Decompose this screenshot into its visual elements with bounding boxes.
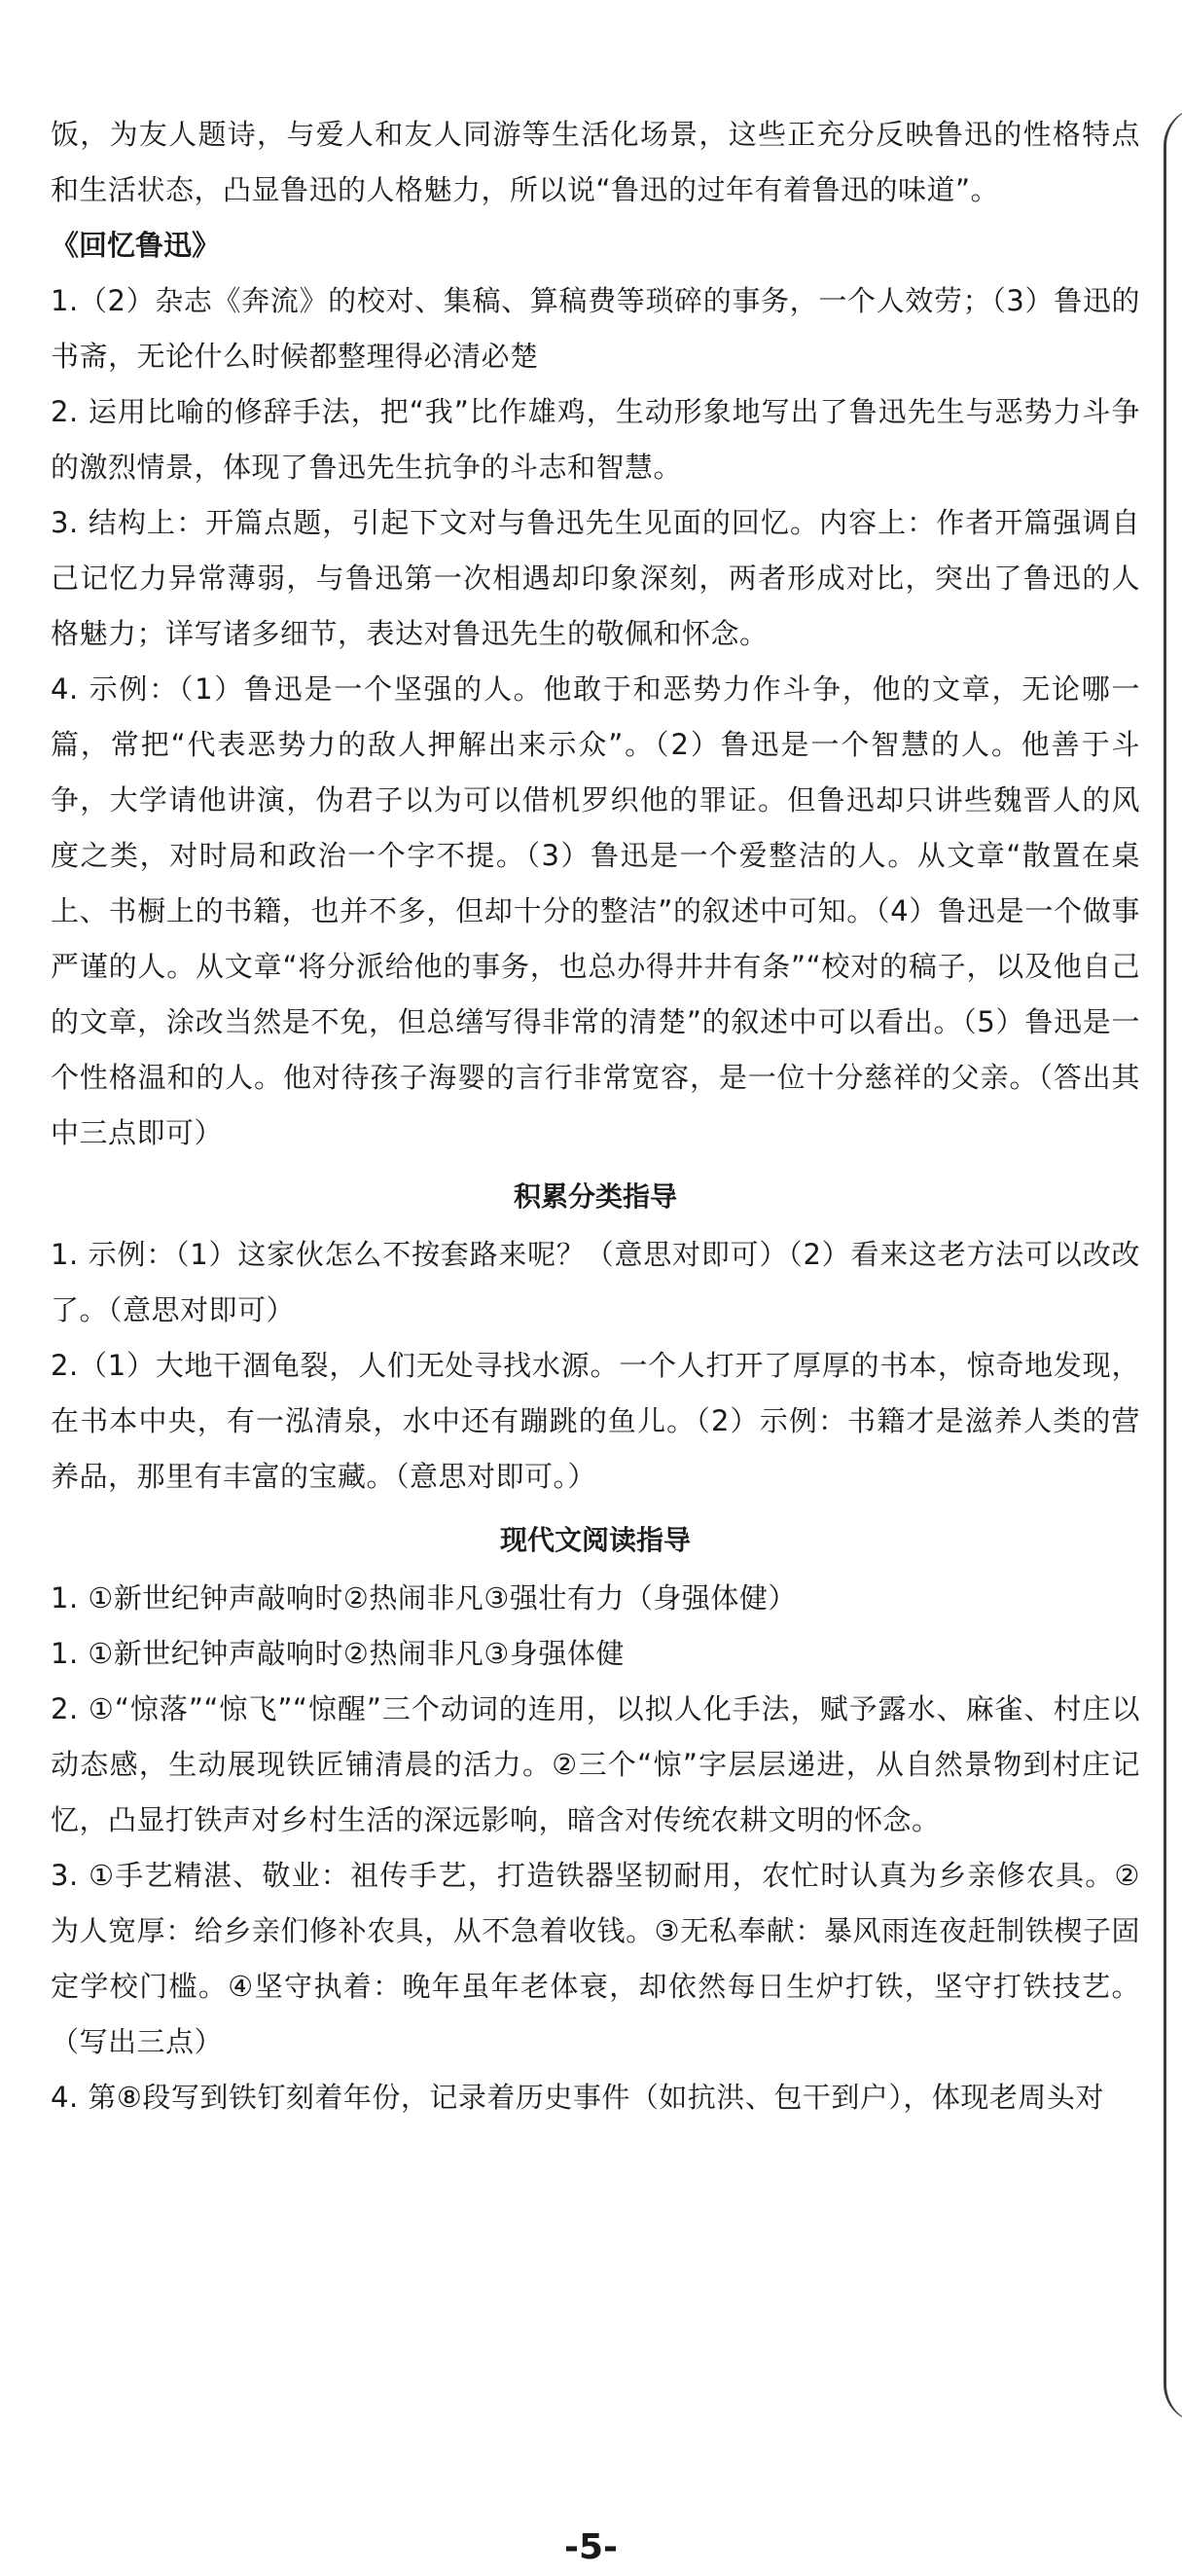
answer-item: 3. ①手艺精湛、敬业：祖传手艺，打造铁器坚韧耐用，农忙时认真为乡亲修农具。②为人宽厚：给乡亲们修补农具，从不急着收钱。③无私奉献：暴风雨连夜赶制铁楔子固定学校门槛。④坚守执着：晚年虽年老体衰，却依然每日生炉打铁，坚守打铁技艺。（写出三点） xyxy=(51,1859,1140,2058)
page-number: -5- xyxy=(564,2527,618,2567)
section-title-jilei: 积累分类指导 xyxy=(513,1180,677,1213)
answer-item: 4. 第⑧段写到铁钉刻着年份，记录着历史事件（如抗洪、包干到户），体现老周头对 xyxy=(51,2081,1104,2114)
document-content xyxy=(51,107,1140,2125)
page-edge-curve xyxy=(1164,107,1182,2423)
answer-item: 2. 运用比喻的修辞手法，把“我”比作雄鸡，生动形象地写出了鲁迅先生与恶势力斗争的激烈情景，体现了鲁迅先生抗争的斗志和智慧。 xyxy=(51,395,1140,484)
answer-item: 2. ①“惊落”“惊飞”“惊醒”三个动词的连用，以拟人化手法，赋予露水、麻雀、村庄以动态感，生动展现铁匠铺清晨的活力。②三个“惊”字层层递进，从自然景物到村庄记忆，凸显打铁声对乡村生活的深远影响，暗含对传统农耕文明的怀念。 xyxy=(51,1692,1140,1836)
answer-item: 1. ①新世纪钟声敲响时②热闹非凡③强壮有力（身强体健） xyxy=(51,1581,797,1615)
section-title-xiandaiwen: 现代文阅读指导 xyxy=(499,1524,691,1556)
section-title-huiyi-luxun: 《回忆鲁迅》 xyxy=(51,229,221,262)
answer-item: 3. 结构上：开篇点题，引起下文对与鲁迅先生见面的回忆。内容上：作者开篇强调自己记忆力异常薄弱，与鲁迅第一次相遇却印象深刻，两者形成对比，突出了鲁迅的人格魅力；详写诸多细节，表达对鲁迅先生的敬佩和怀念。 xyxy=(51,506,1140,650)
answer-item: 4. 示例：（1）鲁迅是一个坚强的人。他敢于和恶势力作斗争，他的文章，无论哪一篇，常把“代表恶势力的敌人押解出来示众”。（2）鲁迅是一个智慧的人。他善于斗争，大学请他讲演，伪君子以为可以借机罗织他的罪证。但鲁迅却只讲些魏晋人的风度之类，对时局和政治一个字不提。（3）鲁迅是一个爱整洁的人。从文章“散置在桌上、书橱上的书籍，也并不多，但却十分的整洁”的叙述中可知。（4）鲁迅是一个做事严谨的人。从文章“将分派给他的事务，也总办得井井有条”“校对的稿子，以及他自己的文章，涂改当然是不免，但总缮写得非常的清楚”的叙述中可以看出。（5）鲁迅是一个性格温和的人。他对待孩子海婴的言行非常宽容，是一位十分慈祥的父亲。（答出其中三点即可） xyxy=(51,672,1140,1149)
paragraph-continued: 饭，为友人题诗，与爱人和友人同游等生活化场景，这些正充分反映鲁迅的性格特点和生活状态，凸显鲁迅的人格魅力，所以说“鲁迅的过年有着鲁迅的味道”。 xyxy=(51,118,1140,206)
answer-item: 1.（2）杂志《奔流》的校对、集稿、算稿费等琐碎的事务，一个人效劳；（3）鲁迅的书斋，无论什么时候都整理得必清必楚 xyxy=(51,284,1140,373)
answer-item: 2.（1）大地干涸龟裂，人们无处寻找水源。一个人打开了厚厚的书本，惊奇地发现，在书本中央，有一泓清泉，水中还有蹦跳的鱼儿。（2）示例：书籍才是滋养人类的营养品，那里有丰富的宝藏。（意思对即可。） xyxy=(51,1349,1140,1493)
answer-item: 1. 示例：（1）这家伙怎么不按套路来呢？（意思对即可）（2）看来这老方法可以改改了。（意思对即可） xyxy=(51,1238,1140,1326)
answer-item: 1. ①新世纪钟声敲响时②热闹非凡③身强体健 xyxy=(51,1637,625,1670)
